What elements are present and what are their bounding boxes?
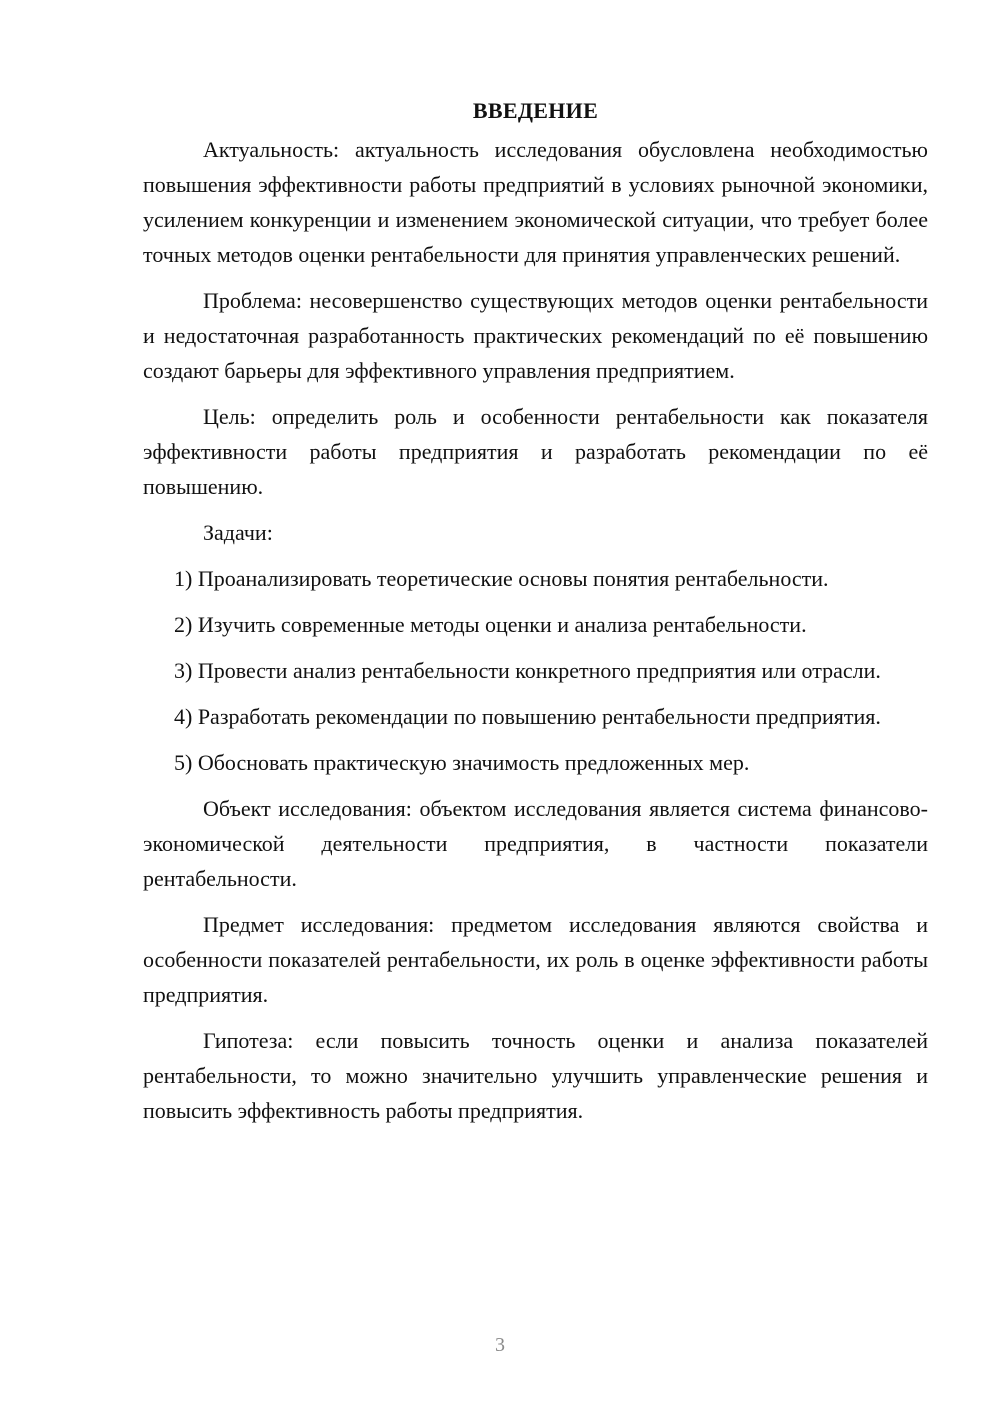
task-item-3: 3) Провести анализ рентабельности конкретного предприятия или отрасли. [174,658,881,683]
paragraph-hypothesis: Гипотеза: если повысить точность оценки и анализа показателей рентабельности, то можно значительно улучшить управленческие решения и повысить эффективность работы предприятия. [143,1028,928,1123]
paragraph-goal: Цель: определить роль и особенности рентабельности как показателя эффективности работы предприятия и разработать рекомендации по её повышению. [143,404,928,499]
paragraph-problem: Проблема: несовершенство существующих методов оценки рентабельности и недостаточная разработанность практических рекомендаций по её повышению создают барьеры для эффективного управления предприятием. [143,288,928,383]
document-page [143,96,928,1139]
paragraph-object: Объект исследования: объектом исследования является система финансово-экономической деятельности предприятия, в частности показатели рентабельности. [143,796,928,891]
page-number: 3 [495,1334,505,1356]
task-item-1: 1) Проанализировать теоретические основы понятия рентабельности. [174,566,829,591]
page-title: ВВЕДЕНИЕ [472,98,599,123]
paragraph-subject: Предмет исследования: предметом исследования являются свойства и особенности показателей рентабельности, их роль в оценке эффективности работы предприятия. [143,912,928,1007]
task-item-4: 4) Разработать рекомендации по повышению рентабельности предприятия. [174,704,881,729]
task-item-2: 2) Изучить современные методы оценки и анализа рентабельности. [174,612,807,637]
task-item-5: 5) Обосновать практическую значимость предложенных мер. [174,750,750,775]
paragraph-relevance: Актуальность: актуальность исследования обусловлена необходимостью повышения эффективности работы предприятий в условиях рыночной экономики, усилением конкуренции и изменением экономической ситуации, что требует более точных методов оценки рентабельности для принятия управленческих решений. [143,137,928,267]
tasks-heading: Задачи: [203,520,273,545]
